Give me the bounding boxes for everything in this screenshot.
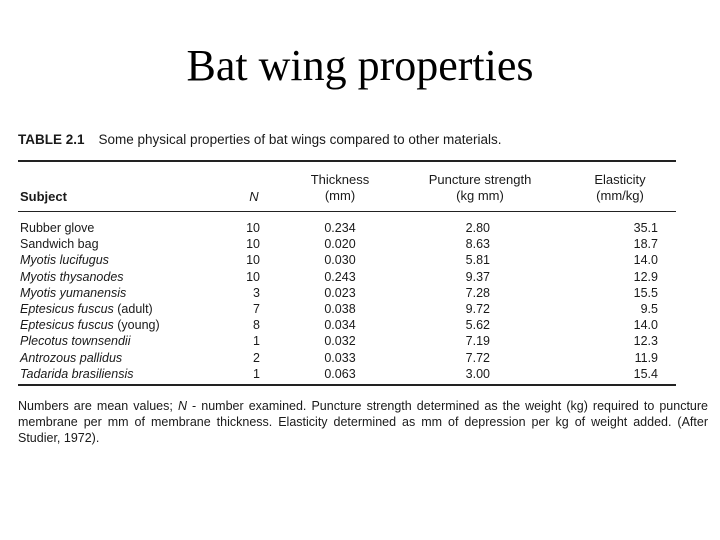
cell-subject [20, 350, 122, 366]
table-number: TABLE 2.1 [18, 132, 85, 147]
subject-suffix: (young) [113, 318, 160, 333]
header-n: N [249, 189, 259, 204]
cell-thickness: 0.023 [324, 285, 356, 300]
table-top-rule [18, 160, 676, 162]
footnote-n: N [177, 399, 187, 413]
cell-n: 3 [253, 285, 260, 300]
table-footnote [18, 398, 708, 446]
footnote-part1: Numbers are mean values; [18, 399, 178, 413]
table-row [0, 350, 720, 366]
subject-name: Antrozous pallidus [20, 350, 123, 365]
cell-thickness: 0.243 [324, 269, 356, 284]
cell-elasticity: 18.7 [633, 237, 658, 252]
header-thickness [290, 172, 390, 204]
cell-subject [20, 301, 153, 317]
table-row [0, 220, 720, 236]
slide-title: Bat wing properties [186, 41, 534, 90]
table-row [0, 269, 720, 285]
cell-n: 2 [253, 350, 260, 365]
cell-elasticity: 12.3 [633, 334, 658, 349]
subject-name: Myotis thysanodes [20, 269, 124, 284]
cell-puncture-strength: 5.62 [465, 318, 490, 333]
cell-puncture-strength: 9.72 [465, 301, 490, 316]
header-elasticity-label: Elasticity [594, 172, 646, 187]
cell-thickness: 0.063 [324, 366, 356, 381]
header-puncture-unit: (kg mm) [456, 188, 504, 203]
cell-subject [20, 317, 160, 333]
table-row [0, 317, 720, 333]
cell-thickness: 0.234 [324, 221, 356, 235]
table-row [0, 285, 720, 301]
header-thickness-label: Thickness [310, 172, 370, 187]
cell-puncture-strength: 5.81 [465, 253, 490, 268]
cell-puncture-strength: 7.28 [465, 285, 490, 300]
subject-name: Tadarida brasiliensis [20, 366, 134, 381]
cell-subject [20, 236, 99, 252]
table-caption [18, 132, 501, 147]
cell-n: 7 [253, 301, 260, 316]
header-elasticity-unit: (mm/kg) [596, 188, 644, 203]
cell-elasticity: 12.9 [633, 269, 658, 284]
cell-puncture-strength: 2.80 [465, 221, 490, 235]
cell-puncture-strength: 7.19 [465, 334, 490, 349]
table-body [0, 220, 720, 382]
subject-name: Myotis yumanensis [20, 285, 127, 300]
cell-n: 1 [253, 366, 260, 381]
cell-thickness: 0.034 [324, 318, 356, 333]
cell-subject [20, 252, 109, 268]
subject-suffix: (adult) [113, 301, 153, 316]
subject-name: Sandwich bag [20, 237, 99, 252]
cell-puncture-strength: 8.63 [465, 237, 490, 252]
table-bottom-rule [18, 384, 676, 386]
cell-n: 8 [253, 318, 260, 333]
header-puncture-strength [410, 172, 550, 204]
table-header-rule [18, 211, 676, 212]
cell-thickness: 0.038 [324, 301, 356, 316]
cell-subject [20, 366, 134, 382]
cell-elasticity: 11.9 [634, 350, 658, 365]
cell-n: 10 [246, 221, 260, 235]
cell-thickness: 0.020 [324, 237, 356, 252]
cell-subject [20, 333, 130, 349]
table-caption-text: Some physical properties of bat wings compared to other materials. [98, 132, 502, 147]
subject-name: Eptesicus fuscus [20, 318, 114, 333]
cell-thickness: 0.030 [324, 253, 356, 268]
subject-name: Plecotus townsendii [20, 334, 131, 349]
header-puncture-label: Puncture strength [428, 172, 532, 187]
header-elasticity [570, 172, 670, 204]
cell-n: 10 [246, 253, 260, 268]
subject-name: Eptesicus fuscus [20, 301, 114, 316]
cell-elasticity: 35.1 [633, 221, 658, 235]
table-row [0, 333, 720, 349]
table-row [0, 301, 720, 317]
table-row [0, 236, 720, 252]
cell-puncture-strength: 7.72 [465, 350, 490, 365]
cell-elasticity: 15.5 [633, 285, 658, 300]
cell-elasticity: 14.0 [633, 253, 658, 268]
cell-subject [20, 285, 126, 301]
cell-elasticity: 15.4 [633, 366, 658, 381]
cell-n: 10 [246, 269, 260, 284]
cell-puncture-strength: 9.37 [465, 269, 490, 284]
cell-subject [20, 269, 124, 285]
cell-n: 1 [253, 334, 260, 349]
cell-n: 10 [246, 237, 260, 252]
cell-puncture-strength: 3.00 [465, 366, 490, 381]
subject-name: Myotis lucifugus [20, 253, 109, 268]
cell-elasticity: 9.5 [640, 301, 658, 316]
header-subject: Subject [20, 189, 67, 204]
footnote-part2: - number examined. Puncture strength determined as the weight (kg) required to puncture membrane per mm of membrane thickness. Elasticity determined as mm of depression per kg of weight added. (After Studier, 1972). [18, 399, 708, 445]
subject-name: Rubber glove [20, 221, 95, 235]
header-thickness-unit: (mm) [324, 188, 356, 203]
cell-thickness: 0.032 [324, 334, 356, 349]
table-row [0, 366, 720, 382]
table-row [0, 252, 720, 268]
cell-elasticity: 14.0 [633, 318, 658, 333]
cell-thickness: 0.033 [324, 350, 356, 365]
cell-subject [20, 220, 94, 236]
